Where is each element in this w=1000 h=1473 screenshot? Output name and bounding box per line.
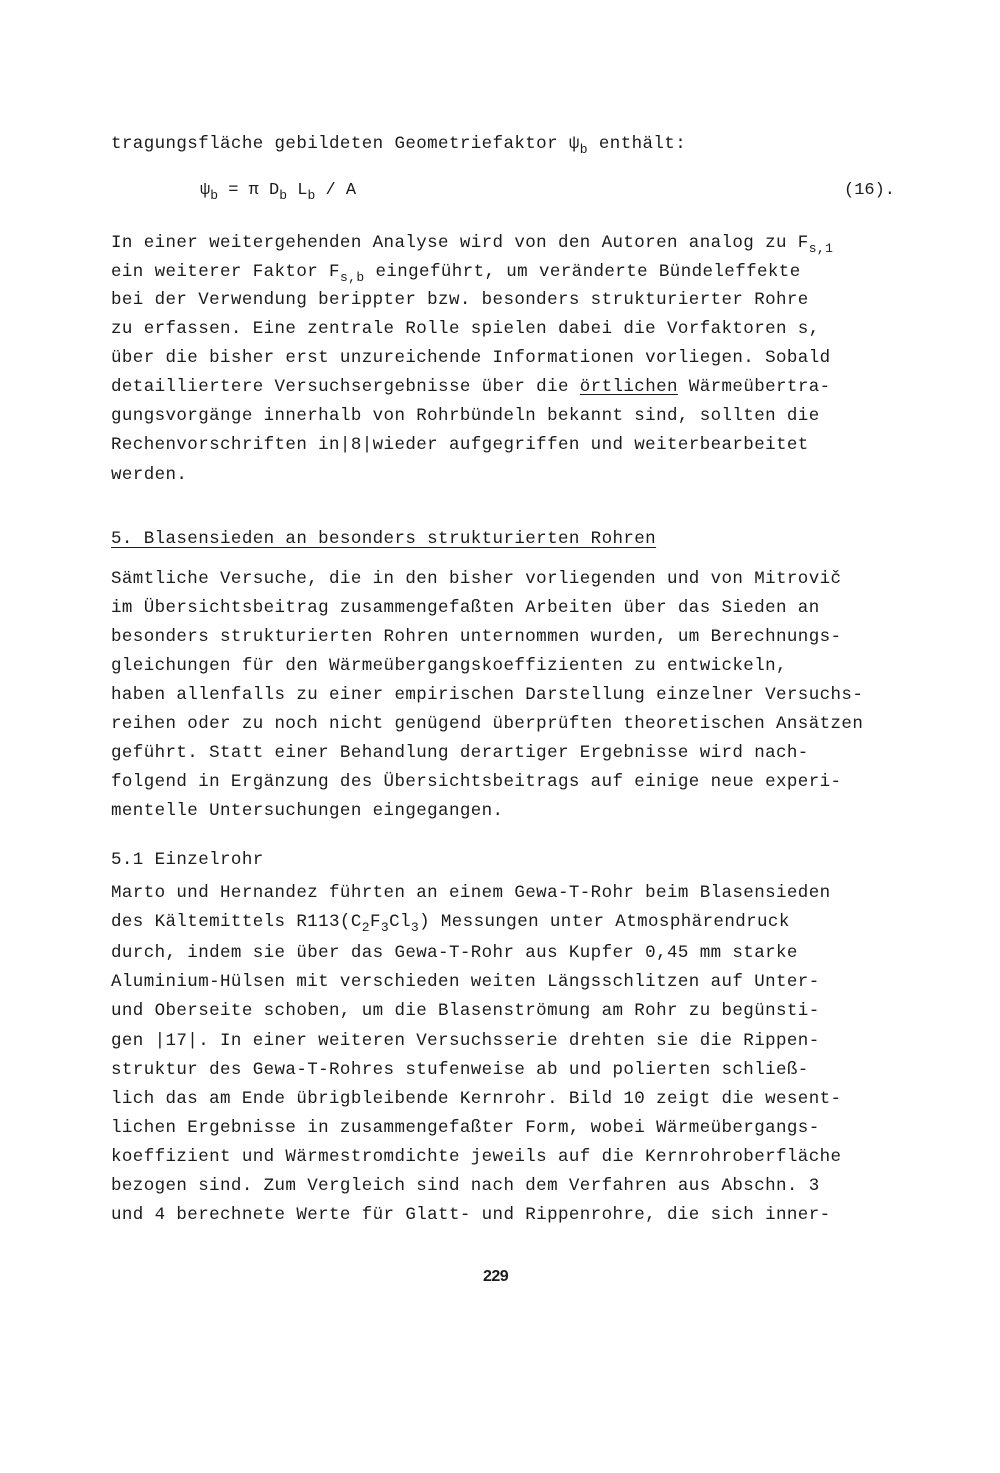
- paragraph-line: reihen oder zu noch nicht genügend überprüften theoretischen Ansätzen: [111, 714, 864, 734]
- underlined-word: örtlichen: [579, 377, 678, 397]
- text: enthält:: [587, 134, 687, 154]
- paragraph-line: gleichungen für den Wärmeübergangskoeffizienten zu entwickeln,: [111, 656, 787, 676]
- paragraph-line: haben allenfalls zu einer empirischen Darstellung einzelner Versuchs-: [111, 685, 864, 705]
- paragraph-line: koeffizient und Wärmestromdichte jeweils auf die Kernrohroberfläche: [111, 1147, 842, 1167]
- psi-symbol: ψ: [200, 181, 211, 200]
- paragraph-line: gungsvorgänge innerhalb von Rohrbündeln bekannt sind, sollten die: [111, 406, 820, 426]
- intro-line: [111, 133, 686, 155]
- subsection-heading: 5.1 Einzelrohr: [111, 850, 264, 870]
- text: ) Messungen unter Atmosphärendruck: [419, 912, 790, 932]
- equation-16: [200, 180, 356, 202]
- text: Cl: [389, 912, 411, 932]
- text: In einer weitergehenden Analyse wird von den Autoren analog zu F: [111, 233, 809, 253]
- text: eingeführt, um veränderte Bündeleffekte: [364, 262, 801, 282]
- paragraph-line: zu erfassen. Eine zentrale Rolle spielen dabei die Vorfaktoren s,: [111, 319, 820, 339]
- text: L: [287, 181, 308, 200]
- paragraph-line: [111, 911, 790, 933]
- page-number: 229: [483, 1268, 509, 1285]
- paragraph-line: über die bisher erst unzureichende Informationen vorliegen. Sobald: [111, 348, 831, 368]
- text: ein weiterer Faktor F: [111, 262, 340, 282]
- equation-number: (16).: [844, 181, 896, 200]
- paragraph-line: [111, 232, 833, 254]
- paragraph-line: Marto und Hernandez führten an einem Gewa-T-Rohr beim Blasensieden: [111, 883, 831, 903]
- subscript: b: [307, 188, 316, 203]
- paragraph-line: Rechenvorschriften in|8|wieder aufgegriffen und weiterbearbeitet: [111, 435, 809, 455]
- paragraph-line: lich das am Ende übrigbleibende Kernrohr. Bild 10 zeigt die wesent-: [111, 1089, 842, 1109]
- psi-symbol: ψ: [568, 134, 580, 154]
- paragraph-line: Aluminium-Hülsen mit verschieden weiten Längsschlitzen auf Unter-: [111, 972, 820, 992]
- subscript: b: [210, 188, 219, 203]
- paragraph-line: gen |17|. In einer weiteren Versuchsserie drehten sie die Rippen-: [111, 1031, 820, 1051]
- paragraph-line: und Oberseite schoben, um die Blasenströmung am Rohr zu begünsti-: [111, 1001, 820, 1021]
- paragraph-line: [111, 261, 801, 283]
- paragraph-line: folgend in Ergänzung des Übersichtsbeitrags auf einige neue experi-: [111, 772, 842, 792]
- subscript: 3: [410, 920, 420, 935]
- paragraph-line: mentelle Untersuchungen eingegangen.: [111, 801, 504, 821]
- paragraph-line: bei der Verwendung berippter bzw. besonders strukturierter Rohre: [111, 290, 809, 310]
- section-heading: 5. Blasensieden an besonders strukturierten Rohren: [111, 529, 657, 549]
- text: Wärmeübertra-: [677, 377, 831, 397]
- text: / A: [315, 181, 357, 200]
- paragraph-line: im Übersichtsbeitrag zusammengefaßten Arbeiten über das Sieden an: [111, 598, 820, 618]
- subscript: b: [279, 188, 288, 203]
- text: tragungsfläche gebildeten Geometriefaktor: [111, 134, 569, 154]
- paragraph-line: und 4 berechnete Werte für Glatt- und Rippenrohre, die sich inner-: [111, 1205, 831, 1225]
- subscript: s,1: [808, 241, 834, 256]
- paragraph-line: werden.: [111, 465, 188, 485]
- paragraph-line: lichen Ergebnisse in zusammengefaßter Form, wobei Wärmeübergangs-: [111, 1118, 820, 1138]
- text: F: [369, 912, 381, 932]
- subscript: 3: [380, 920, 390, 935]
- paragraph-line: [111, 376, 831, 398]
- subscript: 2: [361, 920, 370, 935]
- subscript: b: [579, 142, 588, 157]
- paragraph-line: Sämtliche Versuche, die in den bisher vorliegenden und von Mitrovič: [111, 569, 842, 589]
- text: detailliertere Versuchsergebnisse über die: [111, 377, 580, 397]
- paragraph-line: durch, indem sie über das Gewa-T-Rohr aus Kupfer 0,45 mm starke: [111, 943, 798, 963]
- subscript: s,b: [339, 270, 365, 285]
- text: des Kältemittels R113(C: [111, 912, 362, 932]
- paragraph-line: besonders strukturierten Rohren unternommen wurden, um Berechnungs-: [111, 627, 842, 647]
- text: = π D: [218, 181, 280, 200]
- paragraph-line: geführt. Statt einer Behandlung derartiger Ergebnisse wird nach-: [111, 743, 809, 763]
- paragraph-line: bezogen sind. Zum Vergleich sind nach dem Verfahren aus Abschn. 3: [111, 1176, 820, 1196]
- paragraph-line: struktur des Gewa-T-Rohres stufenweise ab und polierten schließ-: [111, 1060, 809, 1080]
